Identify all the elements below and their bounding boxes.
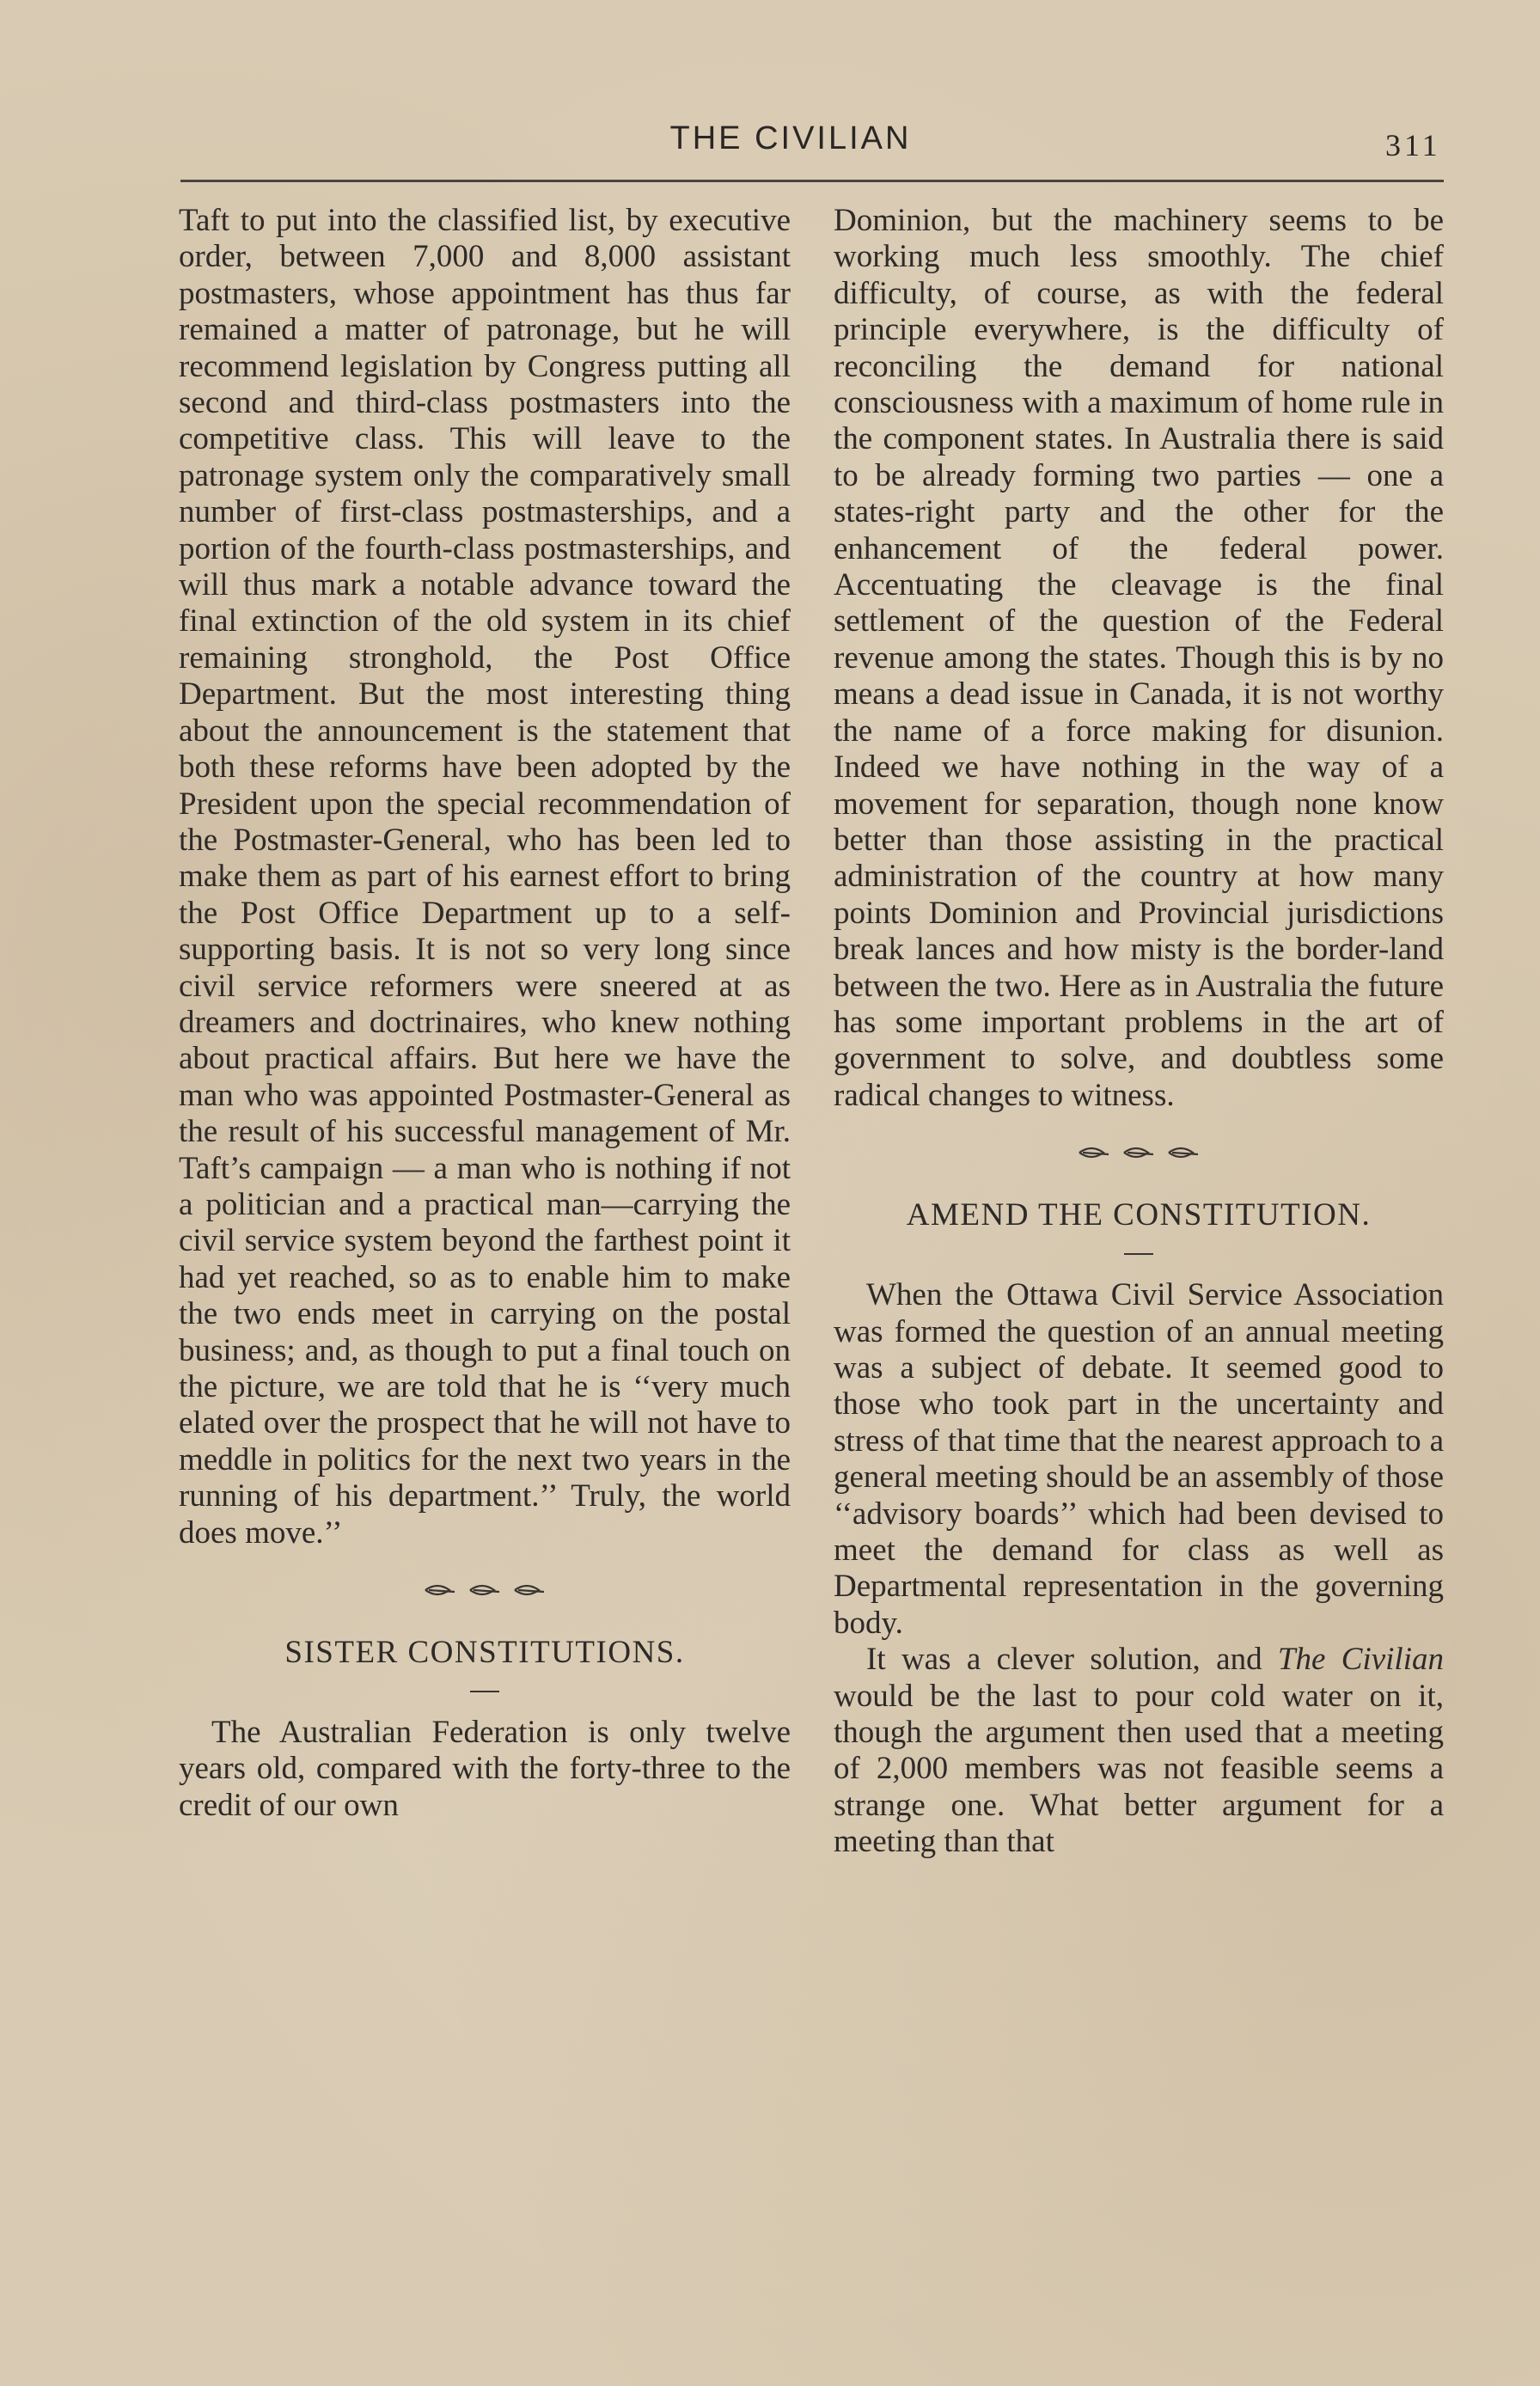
page-header <box>0 120 1540 172</box>
left-paragraph-2: The Australian Federation is only twelve years old, compared with the forty-three to the credit of our own <box>179 1715 791 1823</box>
section-heading-sister-constitutions: SISTER CONSTITUTIONS. <box>284 1635 685 1671</box>
left-paragraph-1: Taft to put into the classified list, by executive order, between 7,000 and 8,000 assistant postmasters, whose appointment has thus far remained a matter of patronage, but he will recommend legislation by Congress putting all second and third-class postmasters into the competitive class. This will leave to the patronage system only the comparatively small number of first-class postmasterships, and a portion of the fourth-class postmasterships, and will thus mark a notable advance toward the final extinction of the old system in its chief remaining stronghold, the Post Office Department. But the most interesting thing about the announcement is the statement that both these reforms have been adopted by the President upon the special recommendation of the Postmaster-General, who has been led to make them as part of his earnest effort to bring the Post Office Department up to a self-supporting basis. It is not so very long since civil service reformers were sneered at as dreamers and doctrinaires, who knew nothing about practical affairs. But here we have the man who was appointed Postmaster-General as the result of his successful management of Mr. Taft’s campaign — a man who is nothing if not a politician and a practical man—carrying the civil service system beyond the farthest point it had yet reached, so as to enable him to make the two ends meet in carrying on the postal business; and, as though to put a final touch on the picture, we are told that he is ‘‘very much elated over the prospect that he will not have to meddle in politics for the next two years in the running of his department.’’ Truly, the world does move.’’ <box>179 203 791 1551</box>
header-rule <box>180 180 1444 182</box>
paragraph-3-end: would be the last to pour cold water on it, though the argument then used that a meeting of 2,000 members was not feasible seems a strange one. What better argument for a meeting than that <box>834 1678 1444 1860</box>
section-ornament-icon <box>834 1114 1444 1193</box>
section-dash <box>1124 1238 1153 1255</box>
right-column <box>834 203 1444 1861</box>
publication-name: The Civilian <box>1277 1642 1444 1678</box>
left-column <box>179 203 791 1824</box>
section-dash <box>470 1675 499 1692</box>
running-title: THE CIVILIAN <box>669 120 912 156</box>
page-number: 311 <box>1385 128 1441 162</box>
section-heading-amend-the-constitution: AMEND THE CONSTITUTION. <box>906 1197 1372 1233</box>
right-paragraph-3 <box>834 1642 1444 1860</box>
right-paragraph-2: When the Ottawa Civil Service Association was formed the question of an annual meeting was a subject of debate. It seemed good to those who took part in the uncertainty and stress of that time that the nearest approach to a general meeting should be an assembly of those ‘‘advisory boards’’ which had been devised to meet the demand for class as well as Departmental representation in the governing body. <box>834 1277 1444 1641</box>
section-ornament-icon <box>179 1551 791 1630</box>
right-paragraph-1: Dominion, but the machinery seems to be working much less smoothly. The chief difficulty, of course, as with the federal principle everywhere, is the difficulty of reconciling the demand for national consciousness with a maximum of home rule in the component states. In Australia there is said to be already forming two parties — one a states-right party and the other for the enhancement of the federal power. Accentuating the cleavage is the final settlement of the question of the Federal revenue among the states. Though this is by no means a dead issue in Canada, it is not worthy the name of a force making for disunion. Indeed we have nothing in the way of a movement for separation, though none know better than those assisting in the practical administration of the country at how many points Dominion and Provincial jurisdictions break lances and how misty is the border-land between the two. Here as in Australia the future has some important problems in the art of government to solve, and doubtless some radical changes to witness. <box>834 203 1444 1113</box>
paragraph-3-start: It was a clever solution, and <box>866 1642 1278 1678</box>
